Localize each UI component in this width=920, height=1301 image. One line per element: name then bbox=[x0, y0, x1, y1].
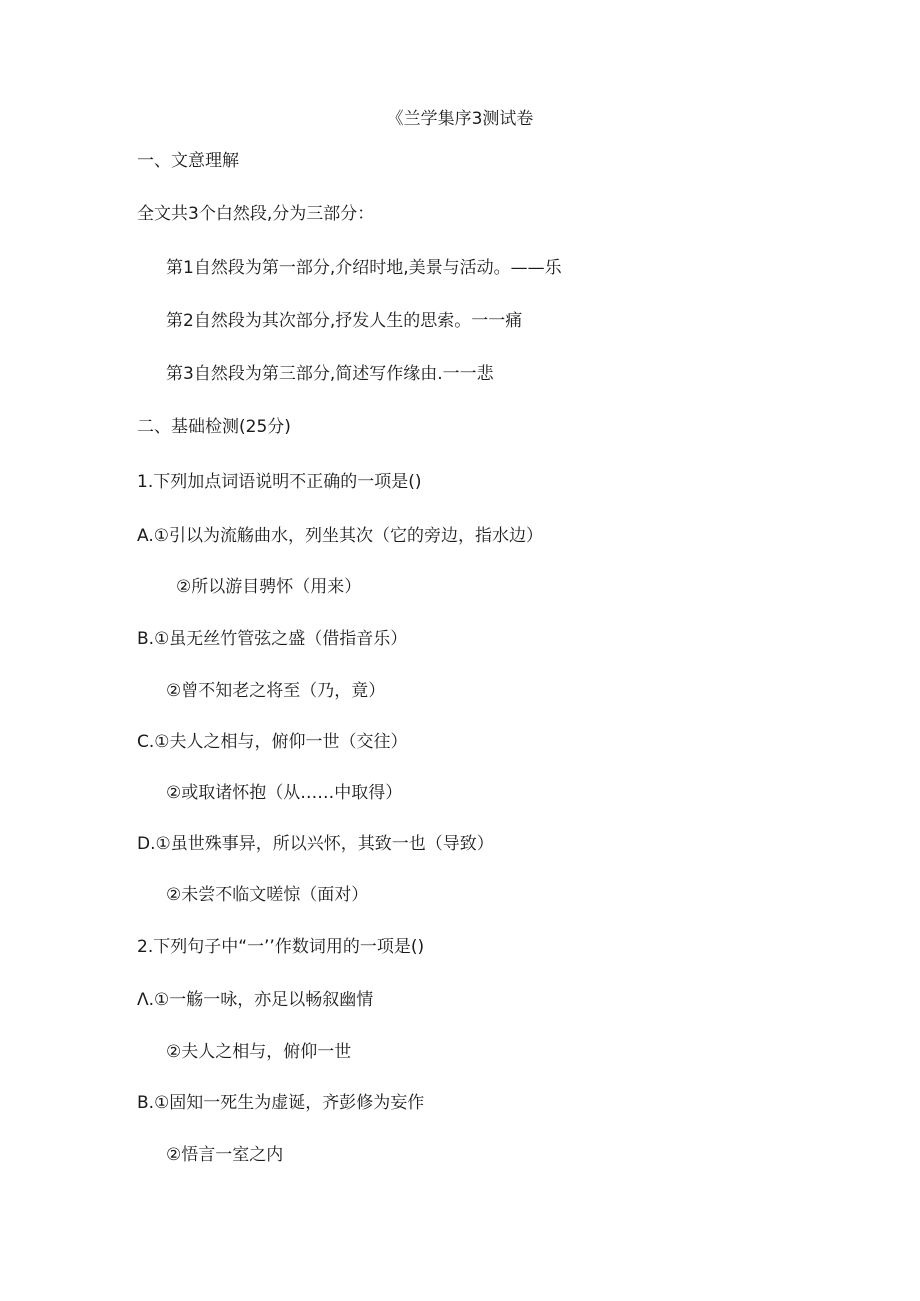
section2-heading: 二、基础检测(25分) bbox=[137, 417, 291, 437]
question-2-option-b1: B.①固知一死生为虚诞，齐彭修为妄作 bbox=[137, 1093, 425, 1113]
question-1-option-a2: ②所以游目骋怀（用来） bbox=[176, 577, 362, 597]
question-1-stem: 1.下列加点词语说明不正确的一项是() bbox=[137, 472, 422, 492]
section1-intro: 全文共3个白然段,分为三部分： bbox=[137, 204, 375, 224]
question-1-option-b1: B.①虽无丝竹管弦之盛（借指音乐） bbox=[137, 629, 408, 649]
question-1-option-a1: A.①引以为流觞曲水，列坐其次（它的旁边，指水边） bbox=[137, 526, 543, 546]
section1-item-1: 第1自然段为第一部分,介绍时地,美景与活动。——乐 bbox=[166, 258, 562, 278]
page-title: 《兰学集序3测试卷 bbox=[386, 109, 534, 129]
question-2-option-a1: Λ.①一觞一咏，亦足以畅叙幽情 bbox=[137, 990, 374, 1010]
section1-item-3: 第3自然段为第三部分,简述写作缘由.一一悲 bbox=[166, 364, 494, 384]
question-1-option-c2: ②或取诸怀抱（从……中取得） bbox=[166, 783, 403, 803]
section1-item-2: 第2自然段为其次部分,抒发人生的思索。一一痛 bbox=[166, 311, 523, 331]
question-1-option-c1: C.①夫人之相与，俯仰一世（交往） bbox=[137, 732, 408, 752]
question-1-option-d1: D.①虽世殊事异，所以兴怀，其致一也（导致） bbox=[137, 834, 494, 854]
question-2-stem: 2.下列句子中“一’’作数词用的一项是() bbox=[137, 937, 425, 957]
question-2-option-b2: ②悟言一室之内 bbox=[166, 1145, 284, 1165]
section1-heading: 一、文意理解 bbox=[137, 151, 239, 171]
question-1-option-b2: ②曾不知老之将至（乃，竟） bbox=[166, 681, 386, 701]
question-1-option-d2: ②未尝不临文嗟惊（面对） bbox=[166, 885, 369, 905]
question-2-option-a2: ②夫人之相与，俯仰一世 bbox=[166, 1042, 352, 1062]
